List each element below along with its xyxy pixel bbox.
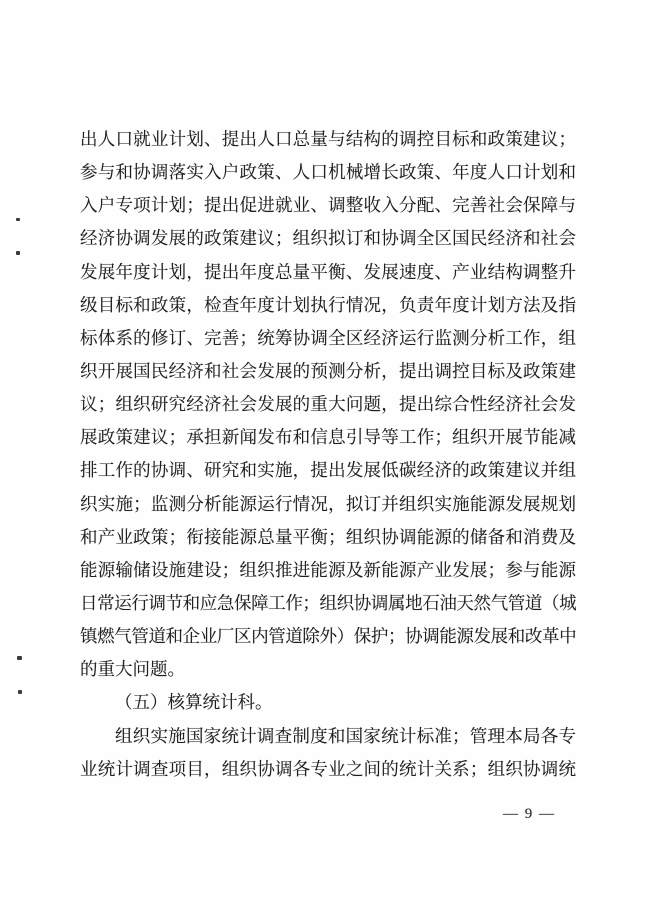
body-line: 发展年度计划，提出年度总量平衡、发展速度、产业结构调整升 <box>80 261 576 282</box>
body-line: 议；组织研究经济社会发展的重大问题，提出综合性经济社会发 <box>80 394 576 415</box>
body-line: 标体系的修订、完善；统筹协调全区经济运行监测分析工作，组 <box>80 327 576 348</box>
body-line: 参与和协调落实入户政策、人口机械增长政策、年度人口计划和 <box>80 162 576 183</box>
body-text-block <box>80 123 576 786</box>
body-line: 织实施；监测分析能源运行情况，拟订并组织实施能源发展规划 <box>80 493 576 514</box>
body-line: 入户专项计划；提出促进就业、调整收入分配、完善社会保障与 <box>80 195 576 216</box>
body-line: 镇燃气管道和企业厂区内管道除外）保护；协调能源发展和改革中 <box>80 626 576 647</box>
body-line: 组织实施国家统计调查制度和国家统计标准；管理本局各专 <box>115 725 576 746</box>
section-heading-line: （五）核算统计科。 <box>115 692 273 713</box>
body-line: 织开展国民经济和社会发展的预测分析，提出调控目标及政策建 <box>80 360 576 381</box>
binding-mark <box>16 218 20 221</box>
body-line: 展政策建议；承担新闻发布和信息引导等工作；组织开展节能减 <box>80 427 576 448</box>
body-line: 的重大问题。 <box>80 659 185 680</box>
binding-mark <box>17 656 22 660</box>
body-line: 能源输储设施建设；组织推进能源及新能源产业发展；参与能源 <box>80 559 576 580</box>
page-number: — 9 — <box>503 806 556 822</box>
binding-mark <box>18 690 22 694</box>
body-line: 排工作的协调、研究和实施，提出发展低碳经济的政策建议并组 <box>80 460 576 481</box>
body-line: 日常运行调节和应急保障工作；组织协调属地石油天然气管道（城 <box>80 592 576 613</box>
body-line: 级目标和政策，检查年度计划执行情况，负责年度计划方法及指 <box>80 294 576 315</box>
body-line: 和产业政策；衔接能源总量平衡；组织协调能源的储备和消费及 <box>80 526 576 547</box>
body-line: 业统计调查项目，组织协调各专业之间的统计关系；组织协调统 <box>80 758 576 779</box>
body-line: 出人口就业计划、提出人口总量与结构的调控目标和政策建议； <box>80 129 576 149</box>
body-line: 经济协调发展的政策建议；组织拟订和协调全区国民经济和社会 <box>80 228 576 249</box>
binding-mark <box>16 251 20 255</box>
